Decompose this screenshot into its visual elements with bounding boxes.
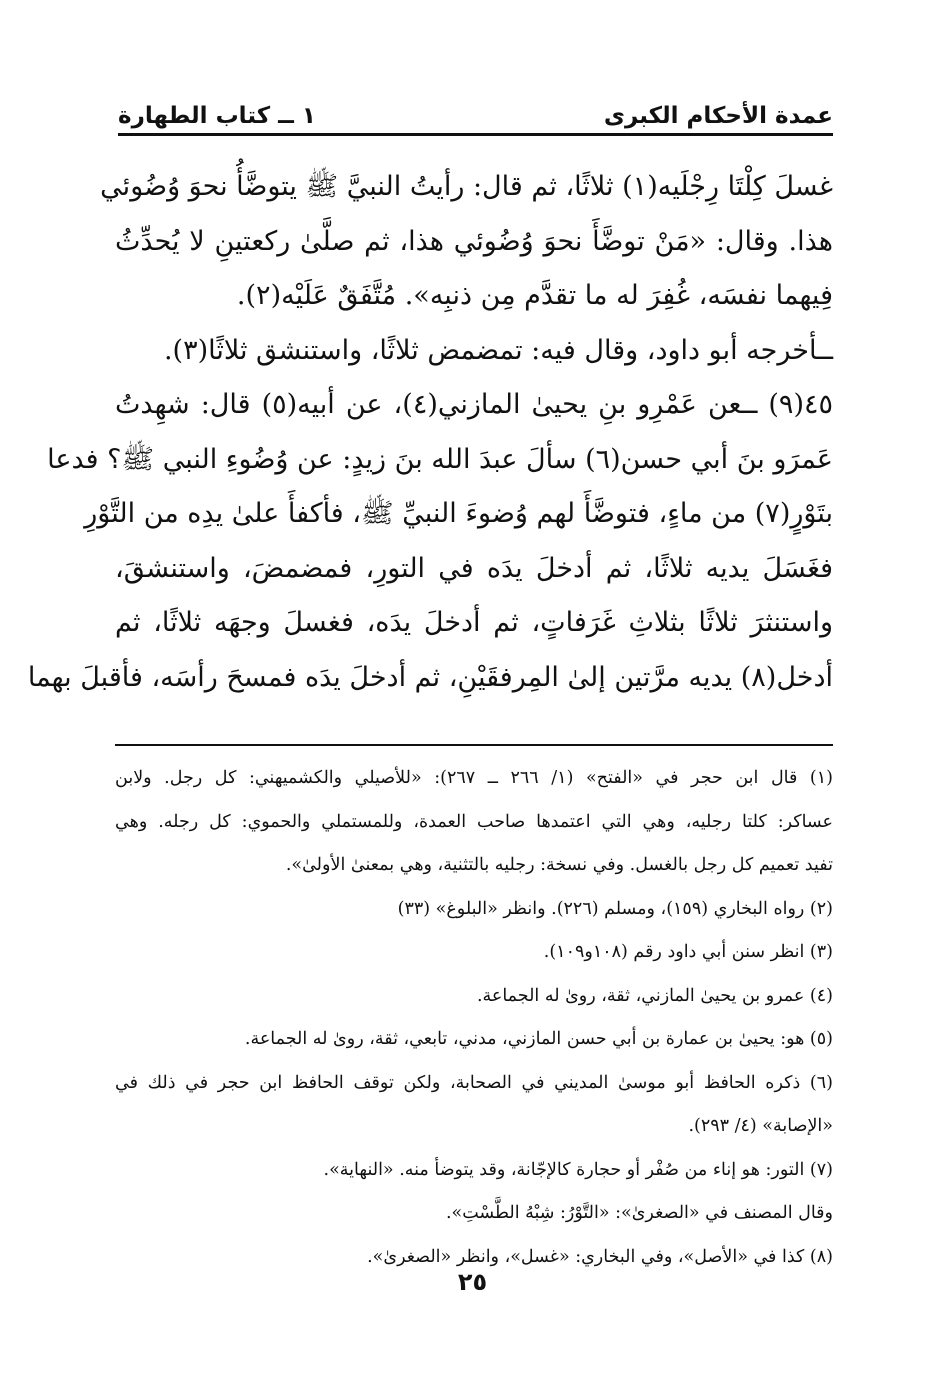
footnote-line: (٦) ذكره الحافظ أبو موسىٰ المديني في الصحابة، ولكن توقف الحافظ ابن حجر في ذلك في [115,1072,833,1093]
footnotes [115,757,833,1279]
footnote-line: «الإصابة» (٤/ ٢٩٣). [688,1116,833,1136]
text-line: أدخل(٨) يديه مرَّتين إلىٰ المِرفقَيْنِ، ثم أدخلَ يدَه فمسحَ رأسَه، فأقبلَ بهما [27,661,833,693]
footnote-line: (٨) كذا في «الأصل»، وفي البخاري: «غسل»، وانظر «الصغرىٰ». [367,1246,833,1267]
footnote-line: تفيد تعميم كل رجل بالغسل. وفي نسخة: رجليه بالتثنية، وهي بمعنىٰ الأولىٰ». [285,855,833,875]
text-line: واستنثرَ ثلاثًا بثلاثِ غَرَفاتٍ، ثم أدخلَ يدَه، فغسلَ وجهَه ثلاثًا، ثم [115,607,833,638]
footnote-line: (٣) انظر سنن أبي داود رقم (١٠٨و١٠٩). [543,942,833,962]
running-header [118,96,833,136]
footnote-line: عساكر: كلتا رجليه، وهي التي اعتمدها صاحب العمدة، وللمستملي والحموي: كل رجله. وهي [115,811,833,832]
footnote-line: (٢) رواه البخاري (١٥٩)، ومسلم (٢٢٦). وانظر «البلوغ» (٣٣) [397,898,833,919]
text-line: بتَوْرٍ(٧) من ماءٍ، فتوضَّأَ لهم وُضوءَ النبيِّ ﷺ، فأكفأَ علىٰ يدِه من التَّوْرِ [84,498,833,529]
footnote-line: (٤) عمرو بن يحيىٰ المازني، ثقة، روىٰ له الجماعة. [476,985,833,1006]
text-line: هذا. وقال: «مَنْ توضَّأَ نحوَ وُضُوئي هذا، ثم صلَّىٰ ركعتينِ لا يُحدِّثُ [115,225,833,257]
text-line: فغَسَلَ يديه ثلاثًا، ثم أدخلَ يدَه في التورِ، فمضمضَ، واستنشقَ، [115,552,833,584]
footnote-line: (٥) هو: يحيىٰ بن عمارة بن أبي حسن المازني، مدني، تابعي، ثقة، روىٰ له الجماعة. [244,1029,833,1049]
text-line: فِيهما نفسَه، غُفِرَ له ما تقدَّم مِن ذنبِه». مُتَّفَقٌ عَلَيْه(٢). [236,280,833,311]
hadith-heading-line: ٤٥(٩) ــعن عَمْرِو بنِ يحيىٰ المازني(٤)، عن أبيه(٥) قال: شهِدتُ [115,389,833,420]
text-line: ــأخرجه أبو داود، وقال فيه: تمضمض ثلاثًا، واستنشق ثلاثًا(٣). [163,334,833,366]
main-text [27,160,833,705]
footnote-line: (٧) التور: هو إناء من صُفْر أو حجارة كالإجّانة، وقد يتوضأ منه. «النهاية». [323,1159,833,1180]
book-title: عمدة الأحكام الكبرى [603,103,833,129]
page-number: ٢٥ [457,1268,488,1296]
footnote-line: (١) قال ابن حجر في «الفتح» (١/ ٢٦٦ ــ ٢٦٧): «للأصيلي والكشميهني: كل رجل. ولابن [115,768,833,788]
text-line: عَمرَو بنَ أبي حسن(٦) سألَ عبدَ الله بنَ زيدٍ: عن وُضُوءِ النبي ﷺ؟ فدعا [47,443,833,475]
chapter-title: ١ ــ كتاب الطهارة [118,103,316,129]
footnote-line: وقال المصنف في «الصغرىٰ»: «التَّوْرُ: شِبْهُ الطَّسْتِ». [445,1203,833,1223]
footnote-separator [115,744,833,746]
text-line: غسلَ كِلْتَا رِجْلَيه(١) ثلاثًا، ثم قال: رأيتُ النبيَّ ﷺ يتوضَّأُ نحوَ وُضُوئي [100,171,833,202]
